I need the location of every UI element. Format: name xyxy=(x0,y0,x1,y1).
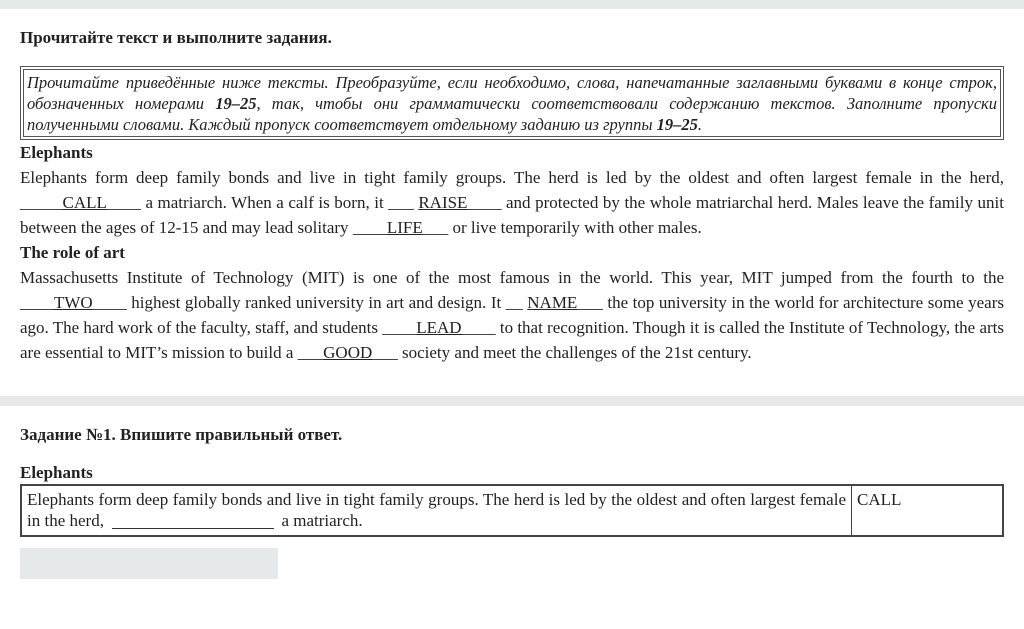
gap-word-two: TWO xyxy=(54,293,93,312)
text2-title: The role of art xyxy=(20,243,125,262)
gap-word-raise: RAISE xyxy=(418,193,468,212)
top-band xyxy=(0,0,1024,9)
text1-sentence: and protected by the whole matriarchal herd. Males leave the family unit between the ages of 12-15 and may lead solitary xyxy=(20,193,1005,237)
text1-title: Elephants xyxy=(20,143,93,162)
instructions-range1: 19–25 xyxy=(215,94,257,113)
gap-word-good: GOOD xyxy=(323,343,373,362)
gap-marker: ___ xyxy=(422,218,449,237)
text1-paragraph xyxy=(20,165,1004,240)
instructions-part1: Прочитайте приведённые ниже тексты. Преобразуйте, если необходимо, слова, напечатанные заглавными буквами в конце строк, обозначенных номерами xyxy=(27,73,997,113)
gap-word-call: CALL xyxy=(62,193,107,212)
text1-sentence: Elephants form deep family bonds and live in tight family groups. The herd is led by the oldest and often largest female in the herd, xyxy=(20,168,1004,187)
task-subtitle: Elephants xyxy=(20,463,93,482)
reading-section xyxy=(0,9,1024,365)
text1-sentence: a matriarch. When a calf is born, it xyxy=(140,193,389,212)
gap-marker: _____ xyxy=(20,193,63,212)
question-text-before: Elephants form deep family bonds and live in tight family groups. The herd is led by the oldest and often largest female in the herd, xyxy=(27,490,846,530)
text2-sentence: the top university in the world for architecture some years ago. The hard work of the faculty, staff, and students xyxy=(20,293,1004,337)
text2-paragraph xyxy=(20,265,1004,365)
section-divider xyxy=(0,396,1024,406)
text2-sentence: Massachusetts Institute of Technology (MIT) is one of the most famous in the world. This year, MIT jumped from the fourth to the xyxy=(20,268,1004,287)
gap-marker: ____ xyxy=(382,318,417,337)
gap-marker: ____ xyxy=(467,193,502,212)
question-table xyxy=(20,484,1004,537)
gap-word-life: LIFE xyxy=(386,218,423,237)
gap-marker: ____ xyxy=(20,293,54,312)
instructions-part3: . xyxy=(697,115,703,134)
answer-blank xyxy=(112,512,274,529)
text2-sentence: to that recognition. Though it is called the Institute of Technology, the arts are essential to MIT’s mission to build a xyxy=(20,318,1004,362)
question-row xyxy=(21,485,1003,536)
gap-marker: ____ xyxy=(352,218,387,237)
instructions-range2: 19–25 xyxy=(656,115,698,134)
gap-word-name: NAME xyxy=(527,293,578,312)
question-text-after: a matriarch. xyxy=(277,511,363,530)
text1-sentence: or live temporarily with other males. xyxy=(448,218,702,237)
answer-input[interactable] xyxy=(20,548,278,579)
gap-marker: ___ xyxy=(372,343,398,362)
instructions-box xyxy=(20,66,1004,140)
text2-sentence: society and meet the challenges of the 21st century. xyxy=(397,343,752,362)
task-section xyxy=(0,406,1024,579)
gap-marker: __ xyxy=(505,293,528,312)
instructions-part2: , так, чтобы они грамматически соответствовали содержанию текстов. Заполните пропуски полученными словами. Каждый пропуск соответствует отдельному заданию из группы xyxy=(27,94,998,134)
gap-marker: ____ xyxy=(106,193,141,212)
text2-sentence: highest globally ranked university in art and design. It xyxy=(126,293,506,312)
gap-marker: ____ xyxy=(92,293,127,312)
task-heading: Задание №1. Впишите правильный ответ. xyxy=(20,425,343,444)
gap-marker: ___ xyxy=(297,343,324,362)
gap-marker: ___ xyxy=(577,293,603,312)
gap-marker: ___ xyxy=(388,193,419,212)
gap-word-lead: LEAD xyxy=(416,318,462,337)
keyword-cell: CALL xyxy=(852,485,1004,536)
question-cell xyxy=(21,485,852,536)
instructions-text xyxy=(23,69,1001,137)
page-heading: Прочитайте текст и выполните задания. xyxy=(20,28,332,47)
gap-marker: ____ xyxy=(461,318,496,337)
